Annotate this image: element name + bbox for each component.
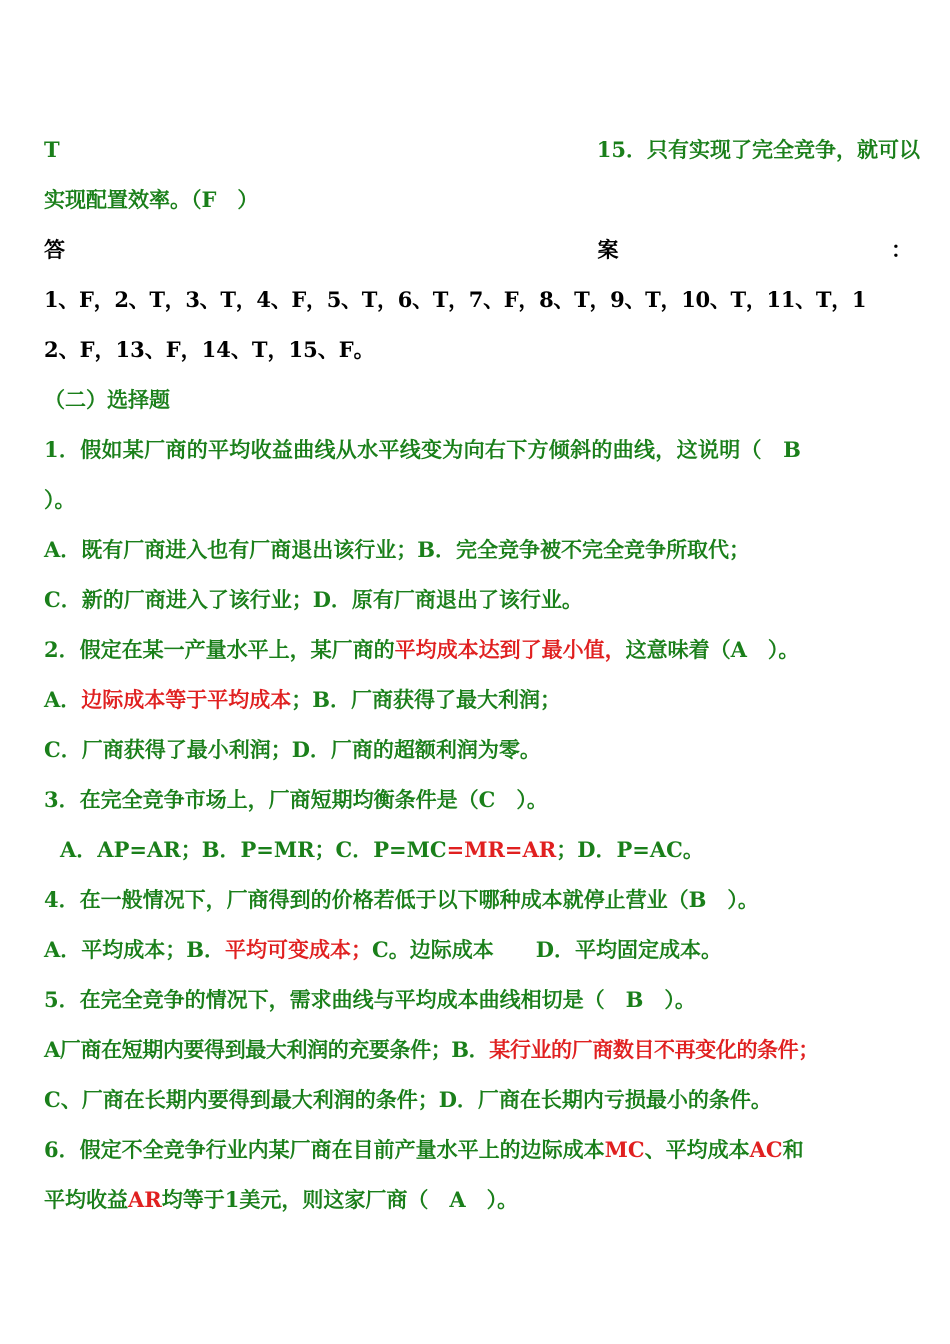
question-6-ac: AC <box>749 1137 783 1162</box>
line-q15-left: T <box>44 137 60 162</box>
question-6-part-2: 、平均成本 <box>644 1137 750 1162</box>
question-4: 4．在一般情况下，厂商得到的价格若低于以下哪种成本就停止营业（B ）。 <box>44 887 759 912</box>
question-6-mc: MC <box>604 1137 645 1162</box>
question-6-cont-part-2: 均等于1美元，则这家厂商（ A ）。 <box>161 1187 519 1212</box>
question-5-options-highlight: 某行业的厂商数目不再变化的条件； <box>489 1037 819 1062</box>
question-3-options-highlight: =MR=AR <box>446 837 557 862</box>
answers-heading <box>44 230 912 270</box>
question-4-options-highlight: 平均可变成本； <box>225 937 373 962</box>
line-q15-right: 15．只有实现了完全竞争，就可以 <box>596 137 920 162</box>
question-2-part-2: 这意味着（A ）。 <box>625 637 800 662</box>
line-q15 <box>44 130 920 170</box>
question-2-part-1: 2．假定在某一产量水平上，某厂商的 <box>44 637 395 662</box>
question-1-options-ab: A．既有厂商进入也有厂商退出该行业；B．完全竞争被不完全竞争所取代； <box>44 537 751 562</box>
question-3-options-part-1: A．AP=AR；B．P=MR；C．P=MC <box>60 837 447 862</box>
question-1-cont: ）。 <box>44 487 76 512</box>
answers-line-1: 1、F，2、T，3、T，4、F，5、T，6、T，7、F，8、T，9、T，10、T，11、T，1 <box>44 287 867 312</box>
question-6-ar: AR <box>128 1187 162 1212</box>
question-4-options <box>44 930 920 970</box>
question-6-cont-part-1: 平均收益 <box>44 1187 128 1212</box>
question-1: 1．假如某厂商的平均收益曲线从水平线变为向右下方倾斜的曲线，这说明（ B <box>44 437 802 462</box>
question-2-option-a-label: A． <box>44 687 82 712</box>
question-2-option-b: ；B．厂商获得了最大利润； <box>291 687 562 712</box>
question-6-cont <box>44 1180 920 1220</box>
question-4-options-part-2: C。边际成本 D．平均固定成本。 <box>372 937 722 962</box>
line-q15-cont: 实现配置效率。（F ） <box>44 187 259 212</box>
question-2-highlight: 平均成本达到了最小值， <box>394 637 626 662</box>
question-6 <box>44 1130 920 1170</box>
question-6-part-3: 和 <box>782 1137 804 1162</box>
section-heading: （二）选择题 <box>44 387 170 412</box>
question-2-options-ab <box>44 680 920 720</box>
answers-heading-2: 案 <box>597 237 619 262</box>
question-3: 3．在完全竞争市场上，厂商短期均衡条件是（C ）。 <box>44 787 548 812</box>
question-3-options <box>60 830 920 870</box>
question-2-options-cd: C．厂商获得了最小利润；D．厂商的超额利润为零。 <box>44 737 541 762</box>
question-1-options-cd: C．新的厂商进入了该行业；D．原有厂商退出了该行业。 <box>44 587 583 612</box>
question-2-option-a-highlight: 边际成本等于平均成本 <box>81 687 292 712</box>
question-5: 5．在完全竞争的情况下，需求曲线与平均成本曲线相切是（ B ）。 <box>44 987 696 1012</box>
answers-heading-1: 答 <box>44 237 65 262</box>
question-4-options-part-1: A．平均成本；B． <box>44 937 226 962</box>
question-2 <box>44 630 920 670</box>
answers-line-2: 2、F，13、F，14、T，15、F。 <box>44 337 375 362</box>
question-3-options-part-2: ；D．P=AC。 <box>556 837 704 862</box>
question-5-options-ab <box>44 1030 930 1070</box>
question-6-part-1: 6．假定不全竞争行业内某厂商在目前产量水平上的边际成本 <box>44 1137 605 1162</box>
answers-heading-3: ： <box>891 237 912 262</box>
question-5-options-part-1: A厂商在短期内要得到最大利润的充要条件；B． <box>44 1037 490 1062</box>
question-5-options-cd: C、厂商在长期内要得到最大利润的条件；D．厂商在长期内亏损最小的条件。 <box>44 1087 772 1112</box>
